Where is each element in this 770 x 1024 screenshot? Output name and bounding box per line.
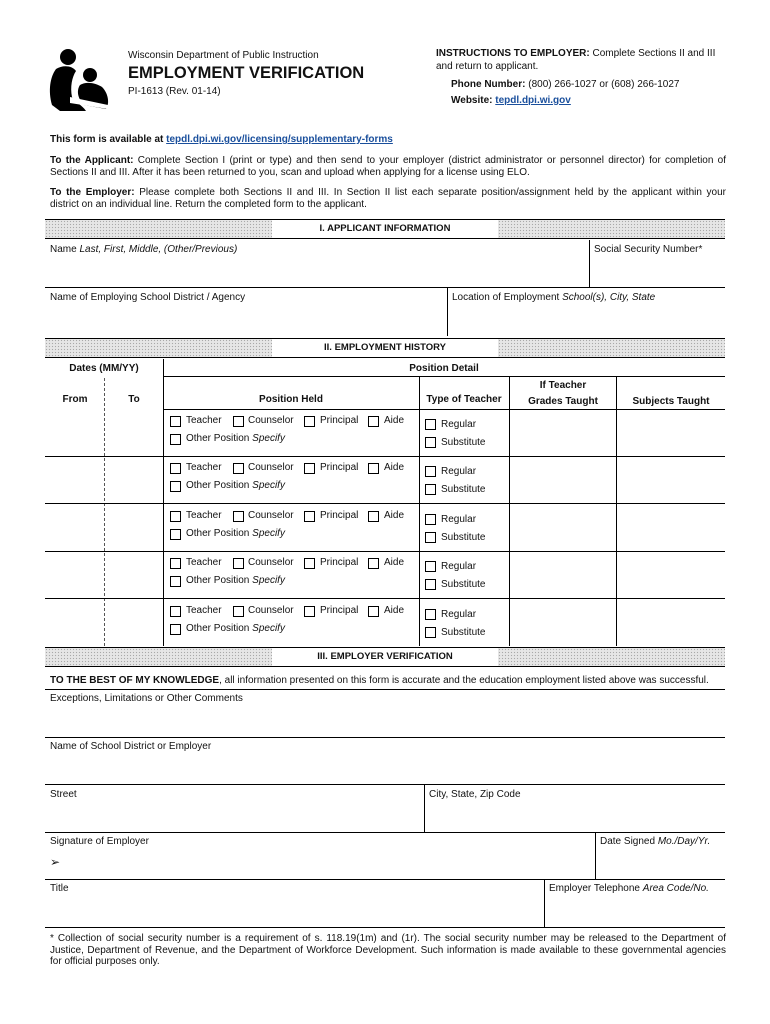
aide-checkbox[interactable] (368, 416, 379, 427)
grades-taught-field[interactable] (511, 458, 615, 501)
substitute-option-label: Substitute (441, 627, 486, 638)
teacher-checkbox[interactable] (170, 511, 181, 522)
teacher-option-label: Teacher (186, 510, 222, 521)
counselor-option-label: Counselor (248, 557, 294, 568)
other-position-checkbox[interactable] (170, 481, 181, 492)
signature-label: Signature of Employer (50, 836, 149, 847)
location-label: Location of Employment School(s), City, State (452, 292, 656, 303)
grades-taught-field[interactable] (511, 553, 615, 596)
other-position-label: Other Position Specify (186, 528, 285, 539)
teacher-checkbox[interactable] (170, 558, 181, 569)
from-header: From (62, 394, 88, 405)
footnote-line-2: Justice, Department of Revenue, and the Department of Workforce Development. Such information is made available to these governmental agencies (50, 944, 726, 956)
city-state-zip-field[interactable] (427, 803, 724, 831)
aide-option-label: Aide (384, 510, 405, 521)
counselor-option-label: Counselor (248, 510, 294, 521)
instructions-text: Complete Sections II and III (592, 48, 716, 59)
available-label: This form is available at (50, 134, 164, 145)
principal-checkbox[interactable] (304, 463, 315, 474)
applicant-instructions (50, 155, 726, 179)
agency-name: Wisconsin Department of Public Instruction (128, 50, 319, 61)
employer-name-label: Name of School District or Employer (50, 741, 212, 752)
date-signed-label: Date Signed Mo./Day/Yr. (600, 836, 711, 847)
exceptions-label: Exceptions, Limitations or Other Comments (50, 693, 243, 704)
substitute-checkbox[interactable] (425, 532, 436, 543)
exceptions-field[interactable] (46, 707, 724, 735)
grades-taught-field[interactable] (511, 506, 615, 549)
position-detail-header: Position Detail (409, 363, 479, 374)
section-1-title: I. APPLICANT INFORMATION (272, 220, 498, 238)
type-of-teacher-header: Type of Teacher (426, 394, 502, 405)
other-position-label: Other Position Specify (186, 480, 285, 491)
grades-taught-field[interactable] (511, 601, 615, 644)
regular-checkbox[interactable] (425, 561, 436, 572)
aide-option-label: Aide (384, 415, 405, 426)
regular-checkbox[interactable] (425, 419, 436, 430)
signature-arrow-icon: ➢ (50, 855, 61, 869)
instructions-text-2: and return to applicant. (436, 61, 539, 72)
counselor-checkbox[interactable] (233, 511, 244, 522)
name-label: Name Last, First, Middle, (Other/Previous) (50, 244, 238, 255)
applicant-line-2: Sections II and III. After it has been returned to you, scan and upload when applying for a license using ELO. (50, 167, 530, 178)
section-2-header (45, 338, 725, 358)
principal-option-label: Principal (320, 510, 359, 521)
title-field[interactable] (46, 897, 542, 925)
regular-option-label: Regular (441, 514, 477, 525)
to-date-field[interactable] (107, 458, 161, 501)
form-title: EMPLOYMENT VERIFICATION (128, 64, 365, 82)
principal-option-label: Principal (320, 605, 359, 616)
employer-instructions (50, 187, 726, 211)
other-position-checkbox[interactable] (170, 576, 181, 587)
counselor-checkbox[interactable] (233, 606, 244, 617)
aide-checkbox[interactable] (368, 511, 379, 522)
if-teacher-header: If Teacher (539, 380, 587, 391)
website-line (451, 95, 571, 106)
regular-option-label: Regular (441, 419, 477, 430)
aide-option-label: Aide (384, 462, 405, 473)
grades-taught-header: Grades Taught (528, 396, 598, 407)
regular-checkbox[interactable] (425, 466, 436, 477)
counselor-option-label: Counselor (248, 415, 294, 426)
principal-checkbox[interactable] (304, 558, 315, 569)
street-label: Street (50, 789, 77, 800)
principal-checkbox[interactable] (304, 606, 315, 617)
subjects-taught-field[interactable] (618, 411, 724, 454)
subjects-taught-field[interactable] (618, 601, 724, 644)
form-availability (50, 134, 393, 145)
counselor-checkbox[interactable] (233, 463, 244, 474)
subjects-taught-field[interactable] (618, 553, 724, 596)
teacher-option-label: Teacher (186, 605, 222, 616)
other-position-label: Other Position Specify (186, 433, 285, 444)
section-3-header (45, 647, 725, 667)
regular-option-label: Regular (441, 609, 477, 620)
subjects-taught-header: Subjects Taught (632, 396, 710, 407)
knowledge-statement: TO THE BEST OF MY KNOWLEDGE, all information presented on this form is accurate and the education employment listed above was successful. (50, 675, 709, 686)
to-header: To (128, 394, 140, 405)
substitute-checkbox[interactable] (425, 484, 436, 495)
teacher-option-label: Teacher (186, 415, 222, 426)
other-position-label: Other Position Specify (186, 623, 285, 634)
title-label: Title (50, 883, 69, 894)
counselor-option-label: Counselor (248, 462, 294, 473)
location-field[interactable] (450, 306, 724, 334)
section-2-title: II. EMPLOYMENT HISTORY (272, 339, 498, 357)
employer-line-2: district on an individual line. Return the completed form to the applicant. (50, 199, 367, 210)
substitute-checkbox[interactable] (425, 579, 436, 590)
subjects-taught-field[interactable] (618, 458, 724, 501)
date-signed-field[interactable] (598, 850, 724, 878)
street-field[interactable] (46, 803, 422, 831)
from-date-field[interactable] (46, 553, 102, 596)
employer-line-1: To the Employer: Please complete both Sections II and III. In Section II list each separate position/assignment held by the applicant within your (50, 187, 726, 198)
principal-option-label: Principal (320, 415, 359, 426)
from-date-field[interactable] (46, 506, 102, 549)
aide-checkbox[interactable] (368, 463, 379, 474)
aide-checkbox[interactable] (368, 558, 379, 569)
ssn-field[interactable] (592, 258, 724, 286)
substitute-checkbox[interactable] (425, 627, 436, 638)
teacher-option-label: Teacher (186, 462, 222, 473)
applicant-line-1: To the Applicant: Complete Section I (print or type) and then send to your employer (district administrator or personnel director) for completion of (50, 155, 727, 166)
teacher-checkbox[interactable] (170, 463, 181, 474)
substitute-option-label: Substitute (441, 532, 486, 543)
substitute-option-label: Substitute (441, 579, 486, 590)
to-date-field[interactable] (107, 411, 161, 454)
phone-value: (800) 266-1027 or (608) 266-1027 (528, 79, 680, 90)
substitute-checkbox[interactable] (425, 437, 436, 448)
dates-header: Dates (MM/YY) (69, 363, 139, 374)
other-position-label: Other Position Specify (186, 575, 285, 586)
regular-checkbox[interactable] (425, 514, 436, 525)
website-link[interactable]: tepdl.dpi.wi.gov (495, 95, 571, 106)
principal-checkbox[interactable] (304, 511, 315, 522)
name-field[interactable] (46, 258, 588, 286)
aide-option-label: Aide (384, 557, 405, 568)
regular-option-label: Regular (441, 561, 477, 572)
aide-option-label: Aide (384, 605, 405, 616)
signature-field[interactable] (66, 850, 592, 878)
forms-link[interactable]: tepdl.dpi.wi.gov/licensing/supplementary-forms (166, 134, 393, 145)
dpi-logo (46, 47, 118, 113)
ssn-label: Social Security Number* (594, 244, 703, 255)
city-state-zip-label: City, State, Zip Code (429, 789, 521, 800)
from-date-field[interactable] (46, 601, 102, 644)
to-date-field[interactable] (107, 553, 161, 596)
counselor-checkbox[interactable] (233, 558, 244, 569)
form-number: PI-1613 (Rev. 01-14) (128, 86, 221, 97)
website-label: Website: (451, 95, 493, 106)
district-label: Name of Employing School District / Agency (50, 292, 246, 303)
counselor-option-label: Counselor (248, 605, 294, 616)
ssn-footnote (50, 933, 726, 968)
principal-option-label: Principal (320, 557, 359, 568)
position-held-header: Position Held (259, 394, 323, 405)
footnote-line-3: for official purposes only. (50, 956, 160, 967)
regular-checkbox[interactable] (425, 609, 436, 620)
section-1-header (45, 219, 725, 239)
employer-name-field[interactable] (46, 755, 724, 783)
footnote-line-1: * Collection of social security number is a requirement of s. 118.19(1m) and (1r). The social security number may be released to the Department of (50, 933, 726, 944)
counselor-checkbox[interactable] (233, 416, 244, 427)
phone-line (451, 79, 679, 90)
from-date-field[interactable] (46, 458, 102, 501)
principal-option-label: Principal (320, 462, 359, 473)
district-field[interactable] (46, 306, 446, 334)
principal-checkbox[interactable] (304, 416, 315, 427)
employer-phone-label: Employer Telephone Area Code/No. (549, 883, 709, 894)
substitute-option-label: Substitute (441, 437, 486, 448)
employer-phone-field[interactable] (547, 897, 724, 925)
section-3-title: III. EMPLOYER VERIFICATION (272, 648, 498, 666)
phone-label: Phone Number: (451, 79, 526, 90)
other-position-checkbox[interactable] (170, 624, 181, 635)
subjects-taught-field[interactable] (618, 506, 724, 549)
from-date-field[interactable] (46, 411, 102, 454)
regular-option-label: Regular (441, 466, 477, 477)
substitute-option-label: Substitute (441, 484, 486, 495)
to-date-field[interactable] (107, 506, 161, 549)
instructions-line-1 (436, 48, 715, 59)
teacher-checkbox[interactable] (170, 416, 181, 427)
to-date-field[interactable] (107, 601, 161, 644)
teacher-checkbox[interactable] (170, 606, 181, 617)
other-position-checkbox[interactable] (170, 434, 181, 445)
aide-checkbox[interactable] (368, 606, 379, 617)
instructions-label: INSTRUCTIONS TO EMPLOYER: (436, 48, 590, 59)
grades-taught-field[interactable] (511, 411, 615, 454)
other-position-checkbox[interactable] (170, 529, 181, 540)
teacher-option-label: Teacher (186, 557, 222, 568)
